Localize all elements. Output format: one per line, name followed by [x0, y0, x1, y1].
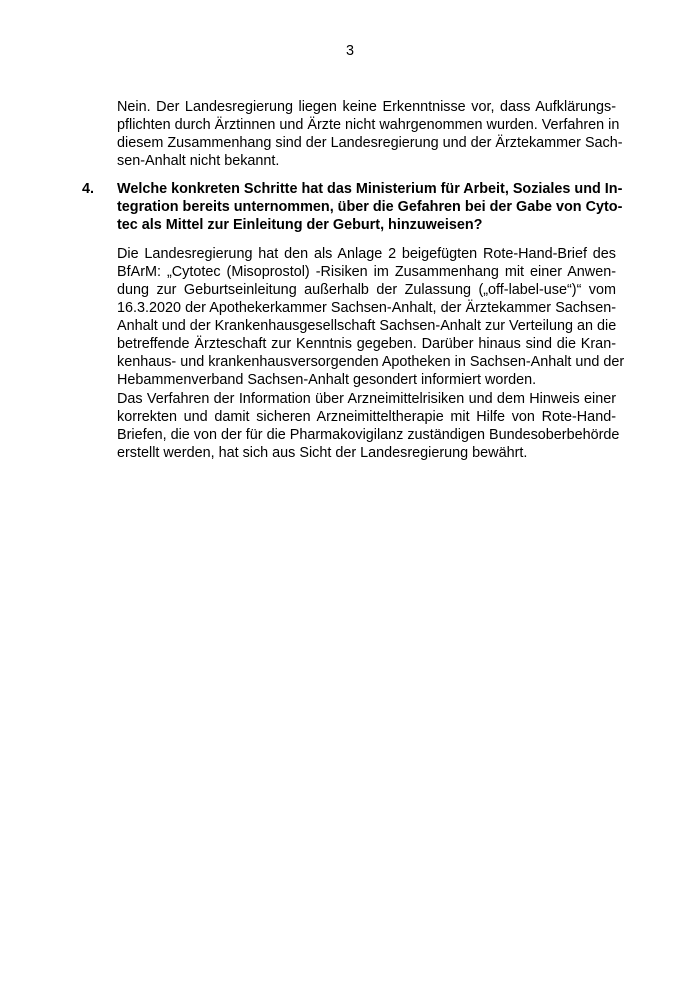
question-line: tegration bereits unternommen, über die Gefahren bei der Gabe von Cyto- — [117, 199, 623, 215]
question-number: 4. — [82, 181, 95, 197]
paragraph-line: Nein. Der Landesregierung liegen keine Erkenntnisse vor, dass Aufklärungs- — [117, 99, 616, 115]
paragraph-line: pflichten durch Ärztinnen und Ärzte nicht wahrgenommen wurden. Verfahren in — [117, 117, 620, 133]
question-text — [117, 180, 623, 234]
paragraph-line: Die Landesregierung hat den als Anlage 2 beigefügten Rote-Hand-Brief des — [117, 246, 616, 262]
answer-paragraph-2 — [117, 390, 620, 462]
paragraph-line: 16.3.2020 der Apothekerkammer Sachsen-Anhalt, der Ärztekammer Sachsen- — [117, 300, 616, 316]
paragraph-line: erstellt werden, hat sich aus Sicht der Landesregierung bewährt. — [117, 445, 528, 461]
paragraph-line: kenhaus- und krankenhausversorgenden Apotheken in Sachsen-Anhalt und der — [117, 354, 625, 370]
paragraph-line: diesem Zusammenhang sind der Landesregierung und der Ärztekammer Sach- — [117, 135, 623, 151]
intro-answer-paragraph — [117, 98, 623, 170]
paragraph-line: Anhalt und der Krankenhausgesellschaft Sachsen-Anhalt zur Verteilung an die — [117, 318, 617, 334]
paragraph-line: Briefen, die von der für die Pharmakovigilanz zuständigen Bundesoberbehörde — [117, 427, 620, 443]
question-line: Welche konkreten Schritte hat das Ministerium für Arbeit, Soziales und In- — [117, 181, 623, 197]
paragraph-line: Das Verfahren der Information über Arzneimittelrisiken und dem Hinweis einer — [117, 391, 616, 407]
paragraph-line: betreffende Ärzteschaft zur Kenntnis gegeben. Darüber hinaus sind die Kran- — [117, 336, 616, 352]
page-number: 3 — [345, 43, 354, 59]
paragraph-line: sen-Anhalt nicht bekannt. — [117, 153, 280, 169]
paragraph-line: Hebammenverband Sachsen-Anhalt gesondert informiert worden. — [117, 372, 537, 388]
paragraph-line: korrekten und damit sicheren Arzneimitteltherapie mit Hilfe von Rote-Hand- — [117, 409, 616, 425]
answer-paragraph-1 — [117, 245, 625, 389]
question-line: tec als Mittel zur Einleitung der Geburt, hinzuweisen? — [117, 217, 483, 233]
paragraph-line: dung zur Geburtseinleitung außerhalb der Zulassung („off-label-use“)“ vom — [117, 282, 616, 298]
paragraph-line: BfArM: „Cytotec (Misoprostol) -Risiken im Zusammenhang mit einer Anwen- — [117, 264, 616, 280]
